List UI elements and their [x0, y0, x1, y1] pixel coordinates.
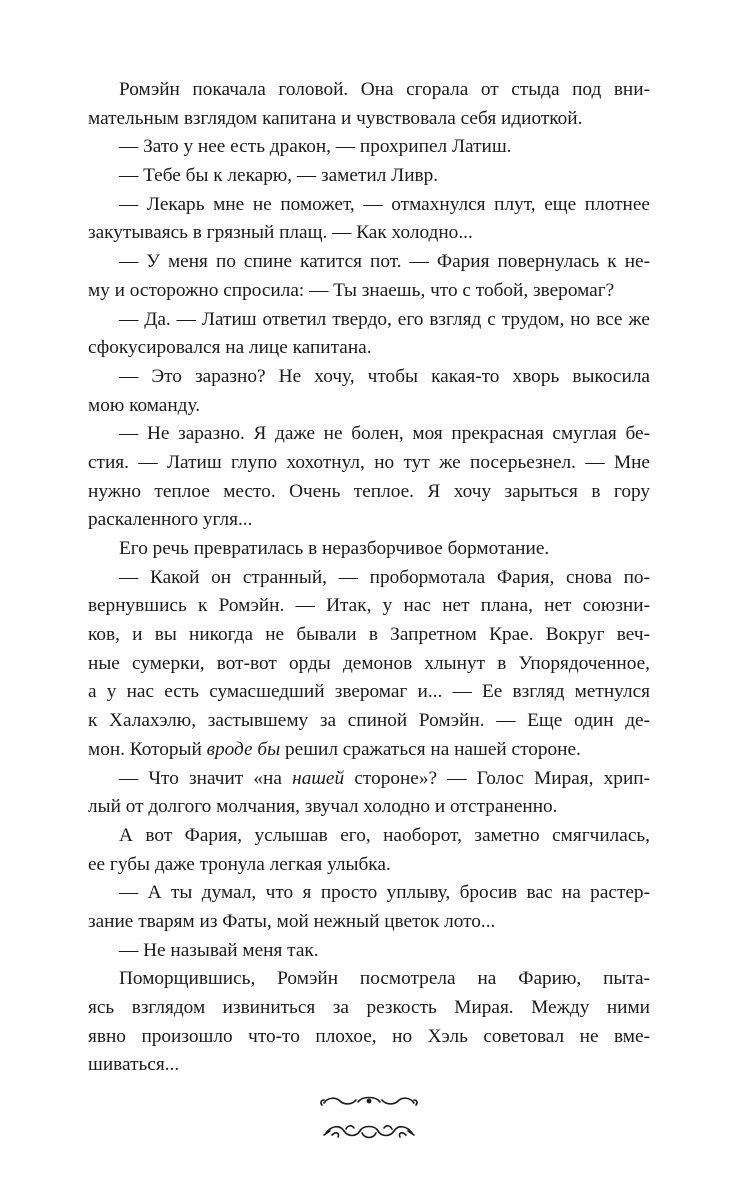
text-line: вернувшись к Ромэйн. — Итак, у нас нет плана, нет союзни-: [88, 595, 650, 617]
text-segment: решил сражаться на нашей стороне.: [280, 738, 581, 760]
text-line: ясь взглядом извиниться за резкость Мирая. Между ними: [88, 997, 650, 1018]
text-line: — Это заразно? Не хочу, чтобы какая-то хворь выкосила: [119, 365, 650, 387]
text-line: явно произошло что-то плохое, но Хэль советовал не вме-: [88, 1025, 650, 1047]
text-line: к Халахэлю, застывшему за спиной Ромэйн. — Еще один де-: [88, 710, 650, 732]
text-segment: стороне»? — Голос Мирая, хрип-: [344, 767, 650, 789]
text-line: му и осторожно спросила: — Ты знаешь, что с тобой, зверомаг?: [88, 279, 615, 301]
text-segment: мон. Который: [88, 738, 207, 760]
text-line: [88, 736, 650, 765]
text-line: — Не заразно. Я даже не болен, моя прекрасная смуглая бе-: [119, 423, 650, 445]
text-line: Поморщившись, Ромэйн посмотрела на Фарию, пыта-: [119, 968, 650, 990]
text-line: а у нас есть сумасшедший зверомаг и... — Ее взгляд метнулся: [88, 681, 650, 703]
text-line: — Зато у нее есть дракон, — прохрипел Латиш.: [119, 136, 512, 158]
text-line: стия. — Латиш глупо хохотнул, но тут же посерьезнел. — Мне: [88, 451, 650, 473]
text-line: лый от долгого молчания, звучал холодно и отстраненно.: [88, 796, 558, 818]
text-line: — Да. — Латиш ответил твердо, его взгляд с трудом, но все же: [119, 308, 650, 330]
text-line: мательным взглядом капитана и чувствовала себя идиоткой.: [88, 107, 583, 129]
text-line: ее губы даже тронула легкая улыбка.: [88, 853, 391, 875]
emphasis-text: вроде бы: [206, 738, 281, 760]
floral-scroll-divider-icon: [318, 1093, 420, 1145]
emphasis-text: нашей: [292, 767, 345, 789]
text-line: нужно теплое место. Очень теплое. Я хочу зарыться в гору: [88, 480, 650, 502]
text-line: — Лекарь мне не поможет, — отмахнулся плут, еще плотнее: [119, 193, 650, 215]
text-line: — Не называй меня так.: [119, 939, 319, 961]
text-line: мою команду.: [88, 394, 201, 416]
text-line: шиваться...: [88, 1054, 180, 1076]
text-line: — У меня по спине катится пот. — Фария повернулась к не-: [119, 251, 650, 273]
text-line: — Какой он странный, — пробормотала Фария, снова по-: [119, 566, 650, 588]
text-line: — А ты думал, что я просто уплыву, бросив вас на растер-: [119, 882, 650, 904]
text-line: — Тебе бы к лекарю, — заметил Ливр.: [119, 165, 439, 187]
text-line: А вот Фария, услышав его, наоборот, заметно смягчилась,: [119, 824, 650, 846]
text-line: зание тварям из Фаты, мой нежный цветок лото...: [88, 910, 496, 932]
text-line: Ромэйн покачала головой. Она сгорала от стыда под вни-: [119, 79, 650, 100]
text-line: ные сумерки, вот-вот орды демонов хлынут в Упорядоченное,: [88, 652, 650, 674]
text-line: закутываясь в грязный плащ. — Как холодно...: [88, 222, 473, 244]
text-segment: — Что значит «на: [119, 767, 293, 789]
text-line: сфокусировался на лице капитана.: [88, 337, 372, 359]
text-line: Его речь превратилась в неразборчивое бормотание.: [119, 538, 550, 559]
body-text: [88, 76, 650, 1080]
text-line: раскаленного угля...: [88, 509, 253, 531]
text-line: ков, и вы никогда не бывали в Запретном Крае. Вокруг веч-: [88, 624, 650, 646]
text-line: [88, 765, 650, 794]
